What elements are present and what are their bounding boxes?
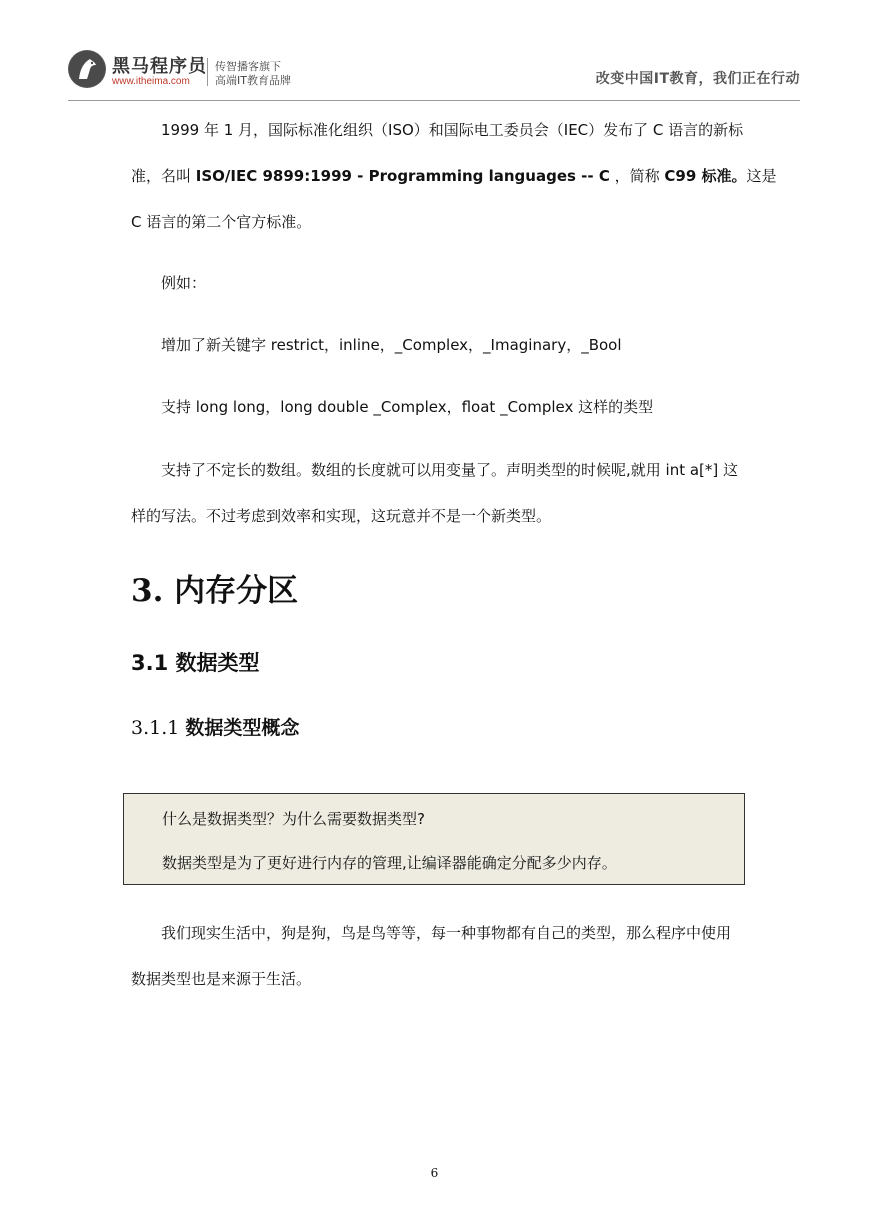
horse-logo-icon (68, 50, 106, 88)
page-number: 6 (430, 1166, 439, 1180)
standard-name: ISO/IEC 9899:1999 - Programming languages -- C (195, 167, 610, 185)
tagline-2: 高端IT教育品牌 (215, 74, 291, 87)
paragraph-real-life-line-2: 数据类型也是来源于生活。 (131, 970, 312, 988)
note-answer: 数据类型是为了更好进行内存的管理,让编译器能确定分配多少内存。 (162, 854, 617, 872)
heading-data-type-concept (131, 713, 299, 740)
text-segment: ，简称 (609, 167, 665, 185)
header-slogan: 改变中国IT教育，我们正在行动 (595, 71, 800, 87)
heading-text: 数据类型概念 (185, 717, 300, 739)
feature-keywords: 增加了新关键字 restrict，inline，_Complex，_Imaginary，_Bool (161, 336, 622, 354)
example-label: 例如： (161, 274, 207, 292)
page-header (68, 46, 800, 102)
note-box (123, 793, 745, 885)
standard-short-name: C99 标准。 (664, 167, 747, 185)
paragraph-c99-line-3: C 语言的第二个官方标准。 (131, 213, 312, 231)
heading-number: 3.1.1 (131, 717, 180, 739)
text-segment: 准，名叫 (131, 167, 196, 185)
brand-name: 黑马程序员 (112, 56, 207, 77)
feature-types: 支持 long long，long double _Complex，float _Complex 这样的类型 (161, 398, 654, 416)
heading-data-types: 3.1 数据类型 (131, 651, 260, 675)
heading-memory-partition: 3. 内存分区 (131, 573, 299, 609)
note-question: 什么是数据类型？为什么需要数据类型? (162, 810, 425, 828)
header-divider (68, 100, 800, 101)
logo-divider (207, 58, 208, 86)
feature-vla-line-2: 样的写法。不过考虑到效率和实现，这玩意并不是一个新类型。 (131, 507, 552, 525)
paragraph-c99-line-1: 1999 年 1 月，国际标准化组织（ISO）和国际电工委员会（IEC）发布了 C 语言的新标 (161, 121, 744, 139)
text-segment: 这是 (746, 167, 777, 185)
paragraph-real-life-line-1: 我们现实生活中，狗是狗，鸟是鸟等等，每一种事物都有自己的类型，那么程序中使用 (161, 924, 732, 942)
tagline-1: 传智播客旗下 (215, 60, 281, 73)
brand-url: www.itheima.com (112, 76, 190, 87)
feature-vla-line-1: 支持了不定长的数组。数组的长度就可以用变量了。声明类型的时候呢,就用 int a[*] 这 (161, 461, 739, 479)
paragraph-c99-line-2 (131, 165, 777, 186)
